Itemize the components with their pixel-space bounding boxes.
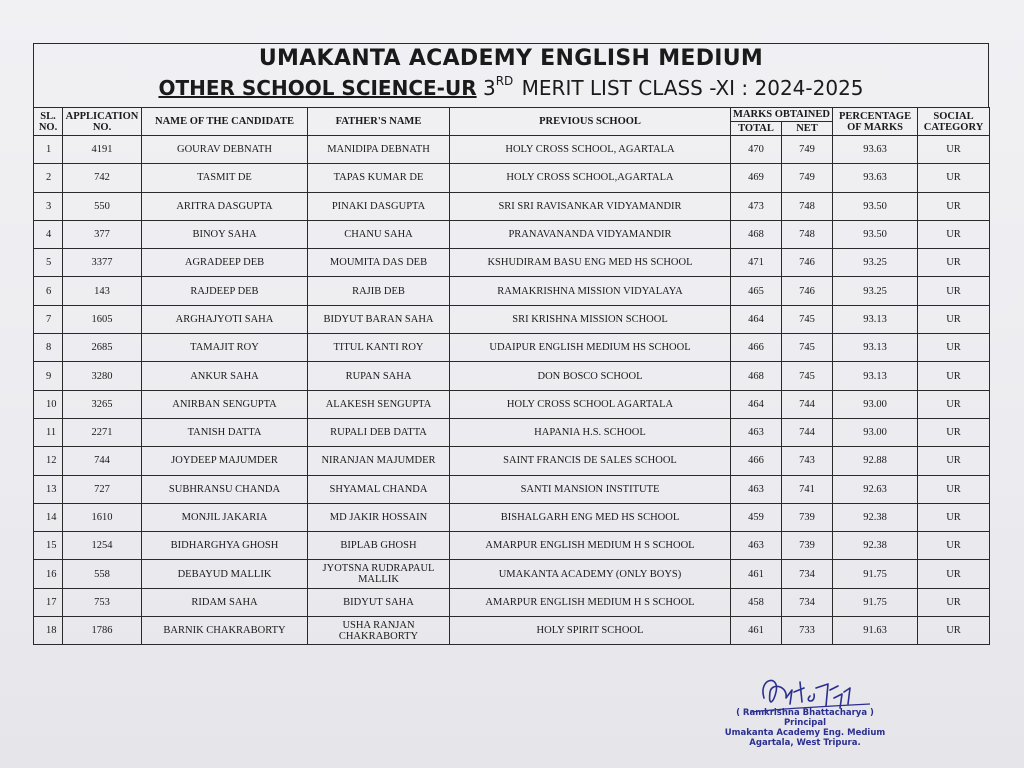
cell-percentage: 93.00: [833, 418, 918, 446]
cell-candidate-name: GOURAV DEBNATH: [142, 136, 308, 164]
cell-father-name: CHANU SAHA: [308, 220, 450, 248]
cell-sl: 16: [34, 560, 63, 588]
stamp-name: ( Ramkrishna Bhattacharya ): [736, 708, 874, 718]
table-row: [34, 418, 990, 446]
table-row: [34, 277, 990, 305]
cell-percentage: 92.88: [833, 447, 918, 475]
cell-social-category: UR: [918, 362, 990, 390]
cell-net-marks: 748: [782, 220, 833, 248]
cell-application-no: 742: [63, 164, 142, 192]
cell-percentage: 92.38: [833, 532, 918, 560]
cell-father-name: SHYAMAL CHANDA: [308, 475, 450, 503]
cell-sl: 18: [34, 617, 63, 645]
cell-candidate-name: RIDAM SAHA: [142, 588, 308, 616]
cell-father-name: MOUMITA DAS DEB: [308, 249, 450, 277]
cell-sl: 9: [34, 362, 63, 390]
table-row: [34, 164, 990, 192]
cell-total-marks: 464: [731, 305, 782, 333]
cell-sl: 17: [34, 588, 63, 616]
table-row: [34, 362, 990, 390]
merit-table: [33, 107, 990, 645]
cell-previous-school: SAINT FRANCIS DE SALES SCHOOL: [450, 447, 731, 475]
cell-previous-school: BISHALGARH ENG MED HS SCHOOL: [450, 503, 731, 531]
subtitle-rest: MERIT LIST CLASS -XI : 2024-2025: [521, 76, 864, 100]
page-title: UMAKANTA ACADEMY ENGLISH MEDIUM: [258, 46, 764, 71]
cell-social-category: UR: [918, 447, 990, 475]
cell-percentage: 93.13: [833, 334, 918, 362]
cell-father-name: TAPAS KUMAR DE: [308, 164, 450, 192]
cell-application-no: 1610: [63, 503, 142, 531]
cell-percentage: 93.50: [833, 192, 918, 220]
table-row: [34, 588, 990, 616]
cell-father-name: MD JAKIR HOSSAIN: [308, 503, 450, 531]
cell-percentage: 91.75: [833, 588, 918, 616]
table-row: [34, 503, 990, 531]
cell-total-marks: 470: [731, 136, 782, 164]
cell-candidate-name: BARNIK CHAKRABORTY: [142, 617, 308, 645]
cell-percentage: 93.13: [833, 362, 918, 390]
cell-total-marks: 459: [731, 503, 782, 531]
cell-application-no: 1605: [63, 305, 142, 333]
cell-social-category: UR: [918, 475, 990, 503]
cell-candidate-name: MONJIL JAKARIA: [142, 503, 308, 531]
col-header-candidate: NAME OF THE CANDIDATE: [142, 108, 308, 136]
cell-candidate-name: TASMIT DE: [142, 164, 308, 192]
cell-father-name: RUPAN SAHA: [308, 362, 450, 390]
cell-percentage: 93.13: [833, 305, 918, 333]
cell-net-marks: 739: [782, 503, 833, 531]
cell-social-category: UR: [918, 532, 990, 560]
cell-percentage: 91.63: [833, 617, 918, 645]
cell-social-category: UR: [918, 588, 990, 616]
cell-social-category: UR: [918, 164, 990, 192]
cell-total-marks: 466: [731, 334, 782, 362]
table-row: [34, 192, 990, 220]
cell-social-category: UR: [918, 305, 990, 333]
cell-previous-school: HOLY CROSS SCHOOL, AGARTALA: [450, 136, 731, 164]
cell-percentage: 92.38: [833, 503, 918, 531]
cell-sl: 10: [34, 390, 63, 418]
cell-candidate-name: ANIRBAN SENGUPTA: [142, 390, 308, 418]
table-row: [34, 560, 990, 588]
cell-percentage: 92.63: [833, 475, 918, 503]
stamp-location: Agartala, West Tripura.: [749, 738, 861, 748]
cell-total-marks: 463: [731, 532, 782, 560]
cell-previous-school: HAPANIA H.S. SCHOOL: [450, 418, 731, 446]
col-header-application: APPLICATION NO.: [63, 108, 142, 136]
cell-candidate-name: SUBHRANSU CHANDA: [142, 475, 308, 503]
cell-social-category: UR: [918, 220, 990, 248]
table-row: [34, 617, 990, 645]
cell-application-no: 4191: [63, 136, 142, 164]
cell-candidate-name: TANISH DATTA: [142, 418, 308, 446]
cell-father-name: BIDYUT BARAN SAHA: [308, 305, 450, 333]
cell-application-no: 377: [63, 220, 142, 248]
subtitle-number: 3: [482, 76, 496, 100]
cell-net-marks: 745: [782, 334, 833, 362]
cell-application-no: 744: [63, 447, 142, 475]
col-header-net: NET: [782, 122, 833, 136]
cell-social-category: UR: [918, 560, 990, 588]
subtitle-stream: OTHER SCHOOL SCIENCE-UR: [158, 76, 477, 100]
cell-total-marks: 468: [731, 220, 782, 248]
cell-percentage: 93.63: [833, 164, 918, 192]
cell-candidate-name: TAMAJIT ROY: [142, 334, 308, 362]
cell-father-name: PINAKI DASGUPTA: [308, 192, 450, 220]
cell-candidate-name: ANKUR SAHA: [142, 362, 308, 390]
col-header-category: SOCIAL CATEGORY: [918, 108, 990, 136]
cell-social-category: UR: [918, 334, 990, 362]
cell-application-no: 3377: [63, 249, 142, 277]
cell-candidate-name: AGRADEEP DEB: [142, 249, 308, 277]
cell-sl: 1: [34, 136, 63, 164]
cell-percentage: 93.50: [833, 220, 918, 248]
cell-application-no: 2271: [63, 418, 142, 446]
cell-application-no: 558: [63, 560, 142, 588]
page-subtitle: [34, 74, 988, 100]
cell-percentage: 93.25: [833, 277, 918, 305]
cell-previous-school: AMARPUR ENGLISH MEDIUM H S SCHOOL: [450, 588, 731, 616]
cell-father-name: ALAKESH SENGUPTA: [308, 390, 450, 418]
cell-application-no: 3280: [63, 362, 142, 390]
table-row: [34, 249, 990, 277]
table-row: [34, 447, 990, 475]
cell-percentage: 93.25: [833, 249, 918, 277]
cell-sl: 5: [34, 249, 63, 277]
cell-total-marks: 466: [731, 447, 782, 475]
cell-application-no: 143: [63, 277, 142, 305]
table-body: [34, 136, 990, 645]
cell-social-category: UR: [918, 192, 990, 220]
cell-social-category: UR: [918, 418, 990, 446]
cell-total-marks: 461: [731, 560, 782, 588]
cell-sl: 7: [34, 305, 63, 333]
cell-total-marks: 465: [731, 277, 782, 305]
cell-social-category: UR: [918, 617, 990, 645]
cell-application-no: 1786: [63, 617, 142, 645]
cell-application-no: 1254: [63, 532, 142, 560]
cell-net-marks: 734: [782, 588, 833, 616]
cell-net-marks: 744: [782, 418, 833, 446]
stamp-institution: Umakanta Academy Eng. Medium: [724, 728, 886, 738]
cell-father-name: RUPALI DEB DATTA: [308, 418, 450, 446]
cell-sl: 13: [34, 475, 63, 503]
cell-net-marks: 745: [782, 305, 833, 333]
cell-net-marks: 741: [782, 475, 833, 503]
cell-previous-school: AMARPUR ENGLISH MEDIUM H S SCHOOL: [450, 532, 731, 560]
cell-previous-school: HOLY CROSS SCHOOL AGARTALA: [450, 390, 731, 418]
cell-sl: 8: [34, 334, 63, 362]
cell-total-marks: 463: [731, 418, 782, 446]
cell-percentage: 93.63: [833, 136, 918, 164]
merit-list-frame: [33, 43, 989, 656]
cell-candidate-name: ARGHAJYOTI SAHA: [142, 305, 308, 333]
table-row: [34, 136, 990, 164]
cell-previous-school: SANTI MANSION INSTITUTE: [450, 475, 731, 503]
cell-previous-school: DON BOSCO SCHOOL: [450, 362, 731, 390]
cell-net-marks: 734: [782, 560, 833, 588]
cell-candidate-name: JOYDEEP MAJUMDER: [142, 447, 308, 475]
cell-social-category: UR: [918, 503, 990, 531]
col-header-father: FATHER'S NAME: [308, 108, 450, 136]
cell-total-marks: 464: [731, 390, 782, 418]
cell-father-name: BIDYUT SAHA: [308, 588, 450, 616]
cell-candidate-name: BINOY SAHA: [142, 220, 308, 248]
cell-sl: 11: [34, 418, 63, 446]
cell-father-name: USHA RANJAN CHAKRABORTY: [308, 617, 450, 645]
table-row: [34, 220, 990, 248]
cell-net-marks: 745: [782, 362, 833, 390]
cell-total-marks: 471: [731, 249, 782, 277]
cell-previous-school: UDAIPUR ENGLISH MEDIUM HS SCHOOL: [450, 334, 731, 362]
cell-application-no: 753: [63, 588, 142, 616]
cell-total-marks: 461: [731, 617, 782, 645]
cell-candidate-name: ARITRA DASGUPTA: [142, 192, 308, 220]
cell-net-marks: 744: [782, 390, 833, 418]
cell-previous-school: UMAKANTA ACADEMY (ONLY BOYS): [450, 560, 731, 588]
cell-net-marks: 748: [782, 192, 833, 220]
cell-sl: 4: [34, 220, 63, 248]
subtitle-ordinal: RD: [495, 74, 514, 88]
stamp-designation: Principal: [783, 718, 827, 728]
cell-father-name: TITUL KANTI ROY: [308, 334, 450, 362]
cell-father-name: BIPLAB GHOSH: [308, 532, 450, 560]
cell-net-marks: 746: [782, 249, 833, 277]
cell-social-category: UR: [918, 277, 990, 305]
cell-previous-school: HOLY CROSS SCHOOL,AGARTALA: [450, 164, 731, 192]
cell-net-marks: 739: [782, 532, 833, 560]
cell-total-marks: 468: [731, 362, 782, 390]
cell-application-no: 2685: [63, 334, 142, 362]
cell-net-marks: 733: [782, 617, 833, 645]
cell-net-marks: 743: [782, 447, 833, 475]
col-header-school: PREVIOUS SCHOOL: [450, 108, 731, 136]
cell-sl: 12: [34, 447, 63, 475]
cell-net-marks: 749: [782, 164, 833, 192]
cell-father-name: MANIDIPA DEBNATH: [308, 136, 450, 164]
col-header-total: TOTAL: [731, 122, 782, 136]
cell-social-category: UR: [918, 136, 990, 164]
cell-father-name: NIRANJAN MAJUMDER: [308, 447, 450, 475]
cell-application-no: 727: [63, 475, 142, 503]
cell-total-marks: 473: [731, 192, 782, 220]
cell-percentage: 91.75: [833, 560, 918, 588]
cell-father-name: JYOTSNA RUDRAPAUL MALLIK: [308, 560, 450, 588]
cell-percentage: 93.00: [833, 390, 918, 418]
cell-father-name: RAJIB DEB: [308, 277, 450, 305]
table-row: [34, 532, 990, 560]
cell-sl: 14: [34, 503, 63, 531]
cell-total-marks: 463: [731, 475, 782, 503]
table-row: [34, 390, 990, 418]
cell-sl: 2: [34, 164, 63, 192]
cell-sl: 15: [34, 532, 63, 560]
principal-stamp: [700, 708, 910, 748]
cell-previous-school: KSHUDIRAM BASU ENG MED HS SCHOOL: [450, 249, 731, 277]
title-box: [33, 43, 989, 108]
cell-previous-school: SRI SRI RAVISANKAR VIDYAMANDIR: [450, 192, 731, 220]
cell-previous-school: SRI KRISHNA MISSION SCHOOL: [450, 305, 731, 333]
cell-application-no: 3265: [63, 390, 142, 418]
cell-candidate-name: RAJDEEP DEB: [142, 277, 308, 305]
cell-total-marks: 458: [731, 588, 782, 616]
col-header-sl: SL. NO.: [34, 108, 63, 136]
col-header-percentage: PERCENTAGE OF MARKS: [833, 108, 918, 136]
cell-previous-school: HOLY SPIRIT SCHOOL: [450, 617, 731, 645]
cell-total-marks: 469: [731, 164, 782, 192]
cell-candidate-name: BIDHARGHYA GHOSH: [142, 532, 308, 560]
cell-social-category: UR: [918, 390, 990, 418]
cell-candidate-name: DEBAYUD MALLIK: [142, 560, 308, 588]
cell-net-marks: 746: [782, 277, 833, 305]
cell-previous-school: PRANAVANANDA VIDYAMANDIR: [450, 220, 731, 248]
cell-sl: 6: [34, 277, 63, 305]
cell-sl: 3: [34, 192, 63, 220]
table-row: [34, 475, 990, 503]
table-row: [34, 334, 990, 362]
cell-social-category: UR: [918, 249, 990, 277]
col-header-marks-obtained: MARKS OBTAINED: [731, 108, 833, 122]
table-row: [34, 305, 990, 333]
cell-previous-school: RAMAKRISHNA MISSION VIDYALAYA: [450, 277, 731, 305]
cell-application-no: 550: [63, 192, 142, 220]
cell-net-marks: 749: [782, 136, 833, 164]
